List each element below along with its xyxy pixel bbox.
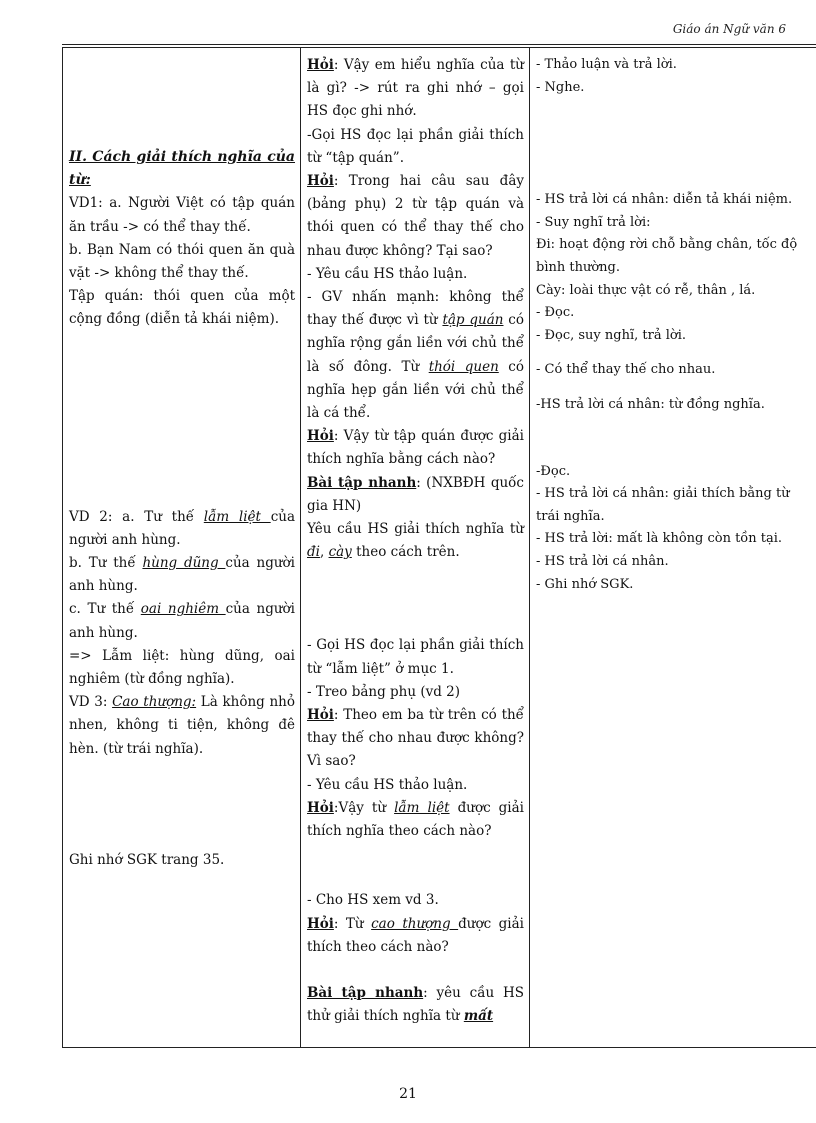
question-4-text: : Theo em ba từ trên có thể thay thế cho nhau được không? Vì sao?	[307, 707, 524, 770]
example-2b	[69, 552, 295, 598]
example-1a: VD1: a. Người Việt có tập quán ăn trầu -> có thể thay thế.	[69, 195, 295, 235]
example-2b-suffix: của người anh hùng.	[69, 555, 295, 595]
example-3	[69, 691, 295, 761]
word-cay: cày	[328, 544, 352, 561]
emphasis-part-c: có nghĩa hẹp gắn liền với chủ thể là cá thể.	[307, 358, 524, 422]
lesson-table	[62, 47, 816, 1048]
header-rule	[62, 44, 816, 45]
emphasis-word-thoi-quen: thói quen	[428, 358, 499, 375]
emphasis-part-a: - GV nhấn mạnh: không thể thay thế được vì từ	[307, 289, 524, 329]
student-activity-column	[530, 48, 816, 1048]
question-3-text: : Vậy từ tập quán được giải thích nghĩa bằng cách nào?	[307, 428, 524, 468]
example-2b-prefix: b. Tư thế	[69, 555, 143, 572]
student-line-7: - Đọc.	[536, 305, 575, 321]
student-line-1: - Thảo luận và trả lời.	[536, 57, 677, 72]
teacher-emphasis	[307, 286, 524, 425]
section-heading: II. Cách giải thích nghĩa của từ:	[69, 149, 295, 189]
student-line-14: - HS trả lời cá nhân.	[536, 553, 669, 569]
exercise-instruction	[307, 518, 524, 564]
quick-exercise-1-text: : (NXBĐH quốc gia HN)	[307, 474, 524, 514]
activity-board: - Treo bảng phụ (vd 2)	[307, 683, 461, 700]
quick-exercise-1	[307, 472, 524, 518]
question-2-text: : Trong hai câu sau đây (bảng phụ) 2 từ tập quán và thói quen có thể thay thế cho nhau được không? Tại sao?	[307, 173, 524, 259]
question-6-prefix: : Từ	[333, 915, 372, 932]
example-2a-word: lẫm liệt	[203, 508, 271, 525]
example-2c-prefix: c. Tư thế	[69, 601, 141, 618]
example-2-conclusion: => Lẫm liệt: hùng dũng, oai nghiêm (từ đồng nghĩa).	[69, 647, 295, 688]
quick-exercise-label: Bài tập nhanh	[307, 474, 417, 491]
teacher-activity-column	[301, 48, 530, 1048]
quick-exercise-2	[307, 982, 524, 1028]
example-3-word: Cao thượng:	[112, 694, 197, 711]
example-2b-word: hùng dũng	[142, 555, 226, 572]
student-line-9: - Có thể thay thế cho nhau.	[536, 362, 716, 378]
student-line-13: - HS trả lời: mất là không còn tồn tại.	[536, 531, 783, 547]
emphasis-part-b: có nghĩa rộng gắn liền với chủ thể là số đông. Từ	[307, 312, 524, 375]
example-2a-suffix: của người anh hùng.	[69, 508, 295, 548]
word-lam-liet: lẫm liệt	[394, 799, 450, 816]
student-line-6: Cày: loài thực vật có rễ, thân , lá.	[536, 282, 756, 298]
student-line-8: - Đọc, suy nghĩ, trả lời.	[536, 327, 686, 343]
content-column	[63, 48, 301, 1048]
activity-discuss-2: - Yêu cầu HS thảo luận.	[307, 776, 468, 793]
student-line-2: - Nghe.	[536, 79, 585, 95]
question-1	[307, 54, 524, 124]
emphasis-word-tap-quan: tập quán	[442, 312, 504, 329]
question-5-prefix: :Vậy từ	[333, 799, 395, 816]
example-2c-word: oai nghiêm	[140, 601, 226, 618]
student-line-3: - HS trả lời cá nhân: diễn tả khái niệm.	[536, 192, 793, 208]
example-1-definition: Tập quán: thói quen của một cộng đồng (diễn tả khái niệm).	[69, 288, 295, 328]
question-label: Hỏi	[307, 428, 334, 445]
student-line-5: Đi: hoạt động rời chỗ bằng chân, tốc độ bình thường.	[536, 237, 798, 275]
question-label: Hỏi	[307, 799, 334, 816]
question-6	[307, 913, 524, 959]
question-2	[307, 170, 524, 263]
activity-read-lam-liet: - Gọi HS đọc lại phần giải thích từ “lẫm liệt” ở mục 1.	[307, 637, 524, 677]
activity-discuss: - Yêu cầu HS thảo luận.	[307, 265, 468, 282]
example-1b: b. Bạn Nam có thói quen ăn quà vặt -> không thể thay thế.	[69, 241, 295, 282]
student-line-4: - Suy nghĩ trả lời:	[536, 214, 651, 230]
example-2a-prefix: VD 2: a. Tư thế	[69, 508, 204, 525]
question-label: Hỏi	[307, 173, 334, 190]
activity-read-explanation: -Gọi HS đọc lại phần giải thích từ “tập quán”.	[307, 126, 524, 166]
quick-exercise-2-text: : yêu cầu HS thử giải thích nghĩa từ	[307, 984, 524, 1025]
question-6-suffix: được giải thích theo cách nào?	[307, 915, 524, 955]
memo-note: Ghi nhớ SGK trang 35.	[69, 851, 225, 868]
activity-show-vd3: - Cho HS xem vd 3.	[307, 892, 439, 909]
instruction-part-b: theo cách trên.	[351, 544, 460, 561]
separator: ,	[319, 544, 329, 561]
question-5	[307, 797, 524, 843]
example-3-prefix: VD 3:	[69, 694, 113, 711]
example-2a	[69, 506, 295, 552]
instruction-part-a: Yêu cầu HS giải thích nghĩa từ	[307, 521, 524, 538]
page-header: Giáo án Ngữ văn 6	[672, 22, 786, 36]
question-1-text: : Vậy em hiểu nghĩa của từ là gì? -> rút ra ghi nhớ – gọi HS đọc ghi nhớ.	[307, 57, 524, 120]
question-label: Hỏi	[307, 57, 334, 73]
page-number: 21	[399, 1086, 417, 1102]
word-di: đi	[307, 544, 320, 561]
student-line-12: - HS trả lời cá nhân: giải thích bằng từ trái nghĩa.	[536, 486, 790, 524]
word-mat: mất	[463, 1008, 494, 1025]
example-2c-suffix: của người anh hùng.	[69, 601, 296, 641]
question-label: Hỏi	[307, 707, 334, 724]
student-line-11: -Đọc.	[536, 463, 571, 479]
example-3-suffix: Là không nhỏ nhen, không ti tiện, không đê hèn. (từ trái nghĩa).	[69, 694, 296, 757]
student-line-10: -HS trả lời cá nhân: từ đồng nghĩa.	[536, 396, 765, 412]
question-5-suffix: được giải thích nghĩa theo cách nào?	[307, 799, 524, 840]
student-line-15: - Ghi nhớ SGK.	[536, 576, 634, 592]
word-cao-thuong: cao thượng	[371, 915, 459, 932]
question-3	[307, 425, 524, 471]
question-4	[307, 704, 524, 774]
example-2c	[69, 598, 295, 644]
quick-exercise-label: Bài tập nhanh	[307, 984, 424, 1001]
question-label: Hỏi	[307, 915, 334, 932]
